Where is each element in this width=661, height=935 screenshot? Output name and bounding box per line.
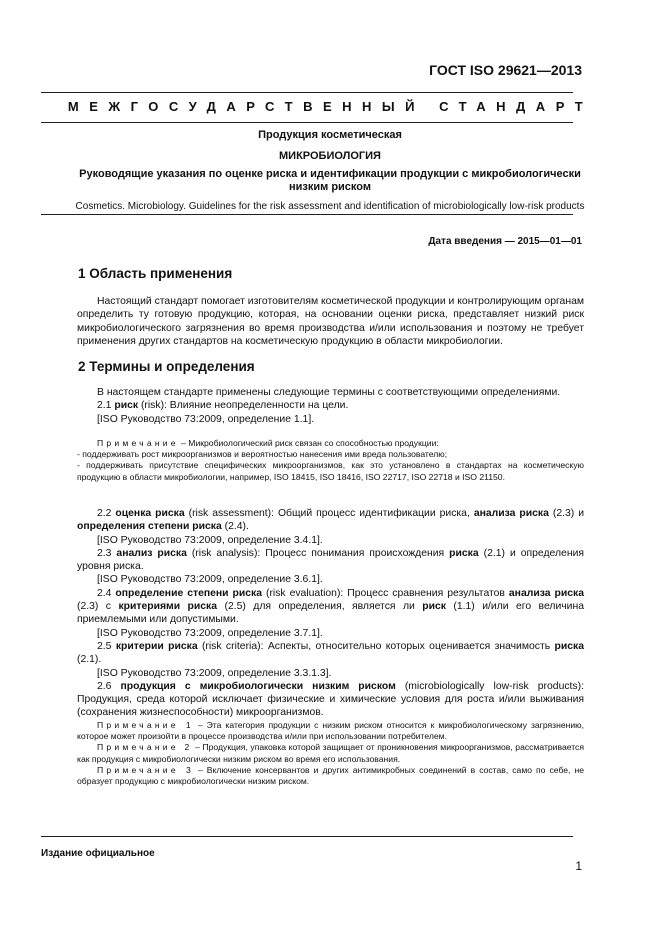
- note-label: Примечание 2: [97, 742, 193, 753]
- term-definition: (2.1).: [77, 654, 102, 666]
- header-rule: [41, 92, 573, 93]
- term-definition: (risk criteria): Аспекты, относительно которых оценивается значимость: [197, 640, 555, 652]
- term-crossref: анализа риска: [473, 508, 549, 519]
- term-number: 2.4: [97, 587, 116, 599]
- term-2-2-reference: [ISO Руководство 73:2009, определение 3.4.1].: [97, 534, 323, 546]
- term-2-5-reference: [ISO Руководство 73:2009, определение 3.3.1.3].: [97, 667, 332, 679]
- term-2-2: [77, 507, 584, 534]
- section-2-block-2: [77, 507, 584, 720]
- term-crossref: анализа риска: [508, 587, 584, 599]
- term-crossref: критериями риска: [118, 601, 218, 613]
- note-text: – Эта категория продукции с низким риском относится к микробиологическому загрязнению, которое может произойти в процессе производства и/или при использовании потребителем.: [77, 720, 585, 742]
- term-number: 2.6: [97, 680, 121, 692]
- note-item-1: - поддерживать рост микроорганизмов и вероятностью нанесения ими вреда пользователю;: [77, 449, 448, 460]
- term-2-1-reference: [ISO Руководство 73:2009, определение 1.1].: [97, 413, 315, 425]
- term-crossref: определения степени риска: [77, 521, 222, 533]
- note-label: Примечание 1: [97, 720, 194, 730]
- term-definition: (risk): Влияние неопределенности на цели.: [138, 400, 349, 412]
- section-2-block-1: [77, 386, 584, 426]
- title-rule: [41, 214, 573, 215]
- term-definition: (risk assessment): Общий процесс идентификации риска,: [184, 508, 474, 519]
- title-line-1: Продукция косметическая: [258, 129, 402, 141]
- scope-paragraph: Настоящий стандарт помогает изготовителям косметической продукции и контролирующим органам определить ту готовую продукцию, которая, на основании оценки риска, представляет низкий риск микробиологического загрязнения во время производства и/или использования и поэтому не требует применения других стандартов на косметическую продукцию в области микробиологии.: [77, 296, 584, 347]
- term-definition: (2.4).: [221, 521, 249, 533]
- term-number: 2.3: [97, 547, 117, 559]
- introduction-date: Дата введения — 2015—01—01: [428, 236, 582, 247]
- section-1-text: [77, 295, 584, 348]
- term-number: 2.2: [97, 508, 116, 519]
- term-number: 2.1: [97, 400, 115, 412]
- note-text: – Продукция, упаковка которой защищает от проникновения микроорганизмов, рассматривается как продукция с микробиологически низким риском во время его использования.: [77, 742, 585, 764]
- header-rule-lower: [41, 122, 573, 123]
- term-name: оценка риска: [115, 508, 185, 519]
- section-2-heading: 2 Термины и определения: [78, 359, 255, 374]
- term-name: критерии риска: [115, 640, 198, 652]
- term-2-3-reference: [ISO Руководство 73:2009, определение 3.6.1].: [97, 574, 323, 586]
- note-text: – Включение консервантов и других антимикробных соединений в состав, само по себе, не образует продукцию с микробиологически низким риском.: [77, 764, 584, 787]
- standard-type-banner: МЕЖГОСУДАРСТВЕННЫЙ СТАНДАРТ: [67, 99, 594, 114]
- term-2-4: [77, 587, 584, 627]
- note-2: [77, 742, 584, 764]
- note-block-2: [77, 720, 584, 787]
- term-2-6: [77, 680, 584, 720]
- term-definition: (risk evaluation): Процесс сравнения результатов: [262, 587, 509, 599]
- term-crossref: риска: [449, 547, 479, 559]
- note-label: Примечание: [97, 438, 179, 448]
- term-2-4-reference: [ISO Руководство 73:2009, определение 3.7.1].: [97, 627, 323, 639]
- term-name: риск: [114, 400, 139, 412]
- title-english: Cosmetics. Microbiology. Guidelines for the risk assessment and identification of microbiologically low-risk products: [75, 201, 585, 212]
- note-3: [77, 765, 584, 787]
- note-1: [77, 720, 584, 742]
- title-line-2: МИКРОБИОЛОГИЯ: [279, 150, 381, 162]
- footer-rule: [41, 836, 573, 837]
- term-definition: (2.3) с: [77, 601, 119, 613]
- term-name: продукция с микробиологически низким риском: [120, 680, 396, 692]
- term-2-3: [77, 547, 584, 574]
- terms-intro: В настоящем стандарте применены следующие термины с соответствующими определениями.: [97, 387, 561, 398]
- term-definition: (risk analysis): Процесс понимания происхождения: [186, 547, 450, 559]
- note-label: Примечание 3: [97, 764, 194, 775]
- term-crossref: риска: [554, 640, 584, 652]
- term-definition: (2.5) для определения, является ли: [217, 601, 423, 613]
- term-2-1: [77, 399, 584, 412]
- term-definition: (microbiologically low-risk products): Продукция, среда которой исключает физические и химические условия для роста и/или выживания (сохранения жизнеспособности) микроорганизмов.: [77, 680, 584, 719]
- note-line: [77, 438, 584, 449]
- term-definition: (2.1) и определения уровня риска.: [77, 547, 584, 573]
- term-crossref: риск: [422, 601, 446, 613]
- note-item-2: - поддерживать присутствие специфических микроорганизмов, как это установлено в стандартах на косметическую продукцию в области микробиологии, например, ISO 18415, ISO 18416, ISO 22717, ISO 22718 и ISO 21150.: [77, 460, 584, 482]
- page-number: 1: [575, 859, 582, 873]
- term-number: 2.5: [97, 640, 116, 652]
- term-definition: (1.1) и/или его величина приемлемыми или допустимыми.: [77, 601, 584, 626]
- term-definition: (2.3) и: [548, 508, 584, 519]
- section-1-heading: 1 Область применения: [78, 266, 233, 281]
- title-line-3: Руководящие указания по оценке риска и идентификации продукции с микробиологически низким риском: [79, 168, 581, 193]
- document-code: ГОСТ ISO 29621—2013: [429, 62, 582, 78]
- note-block-1: [77, 438, 584, 483]
- edition-label: Издание официальное: [41, 848, 155, 859]
- note-text: – Микробиологический риск связан со способностью продукции:: [178, 438, 439, 448]
- term-name: определение степени риска: [115, 587, 263, 599]
- term-2-5: [77, 640, 584, 667]
- term-name: анализ риска: [116, 547, 187, 559]
